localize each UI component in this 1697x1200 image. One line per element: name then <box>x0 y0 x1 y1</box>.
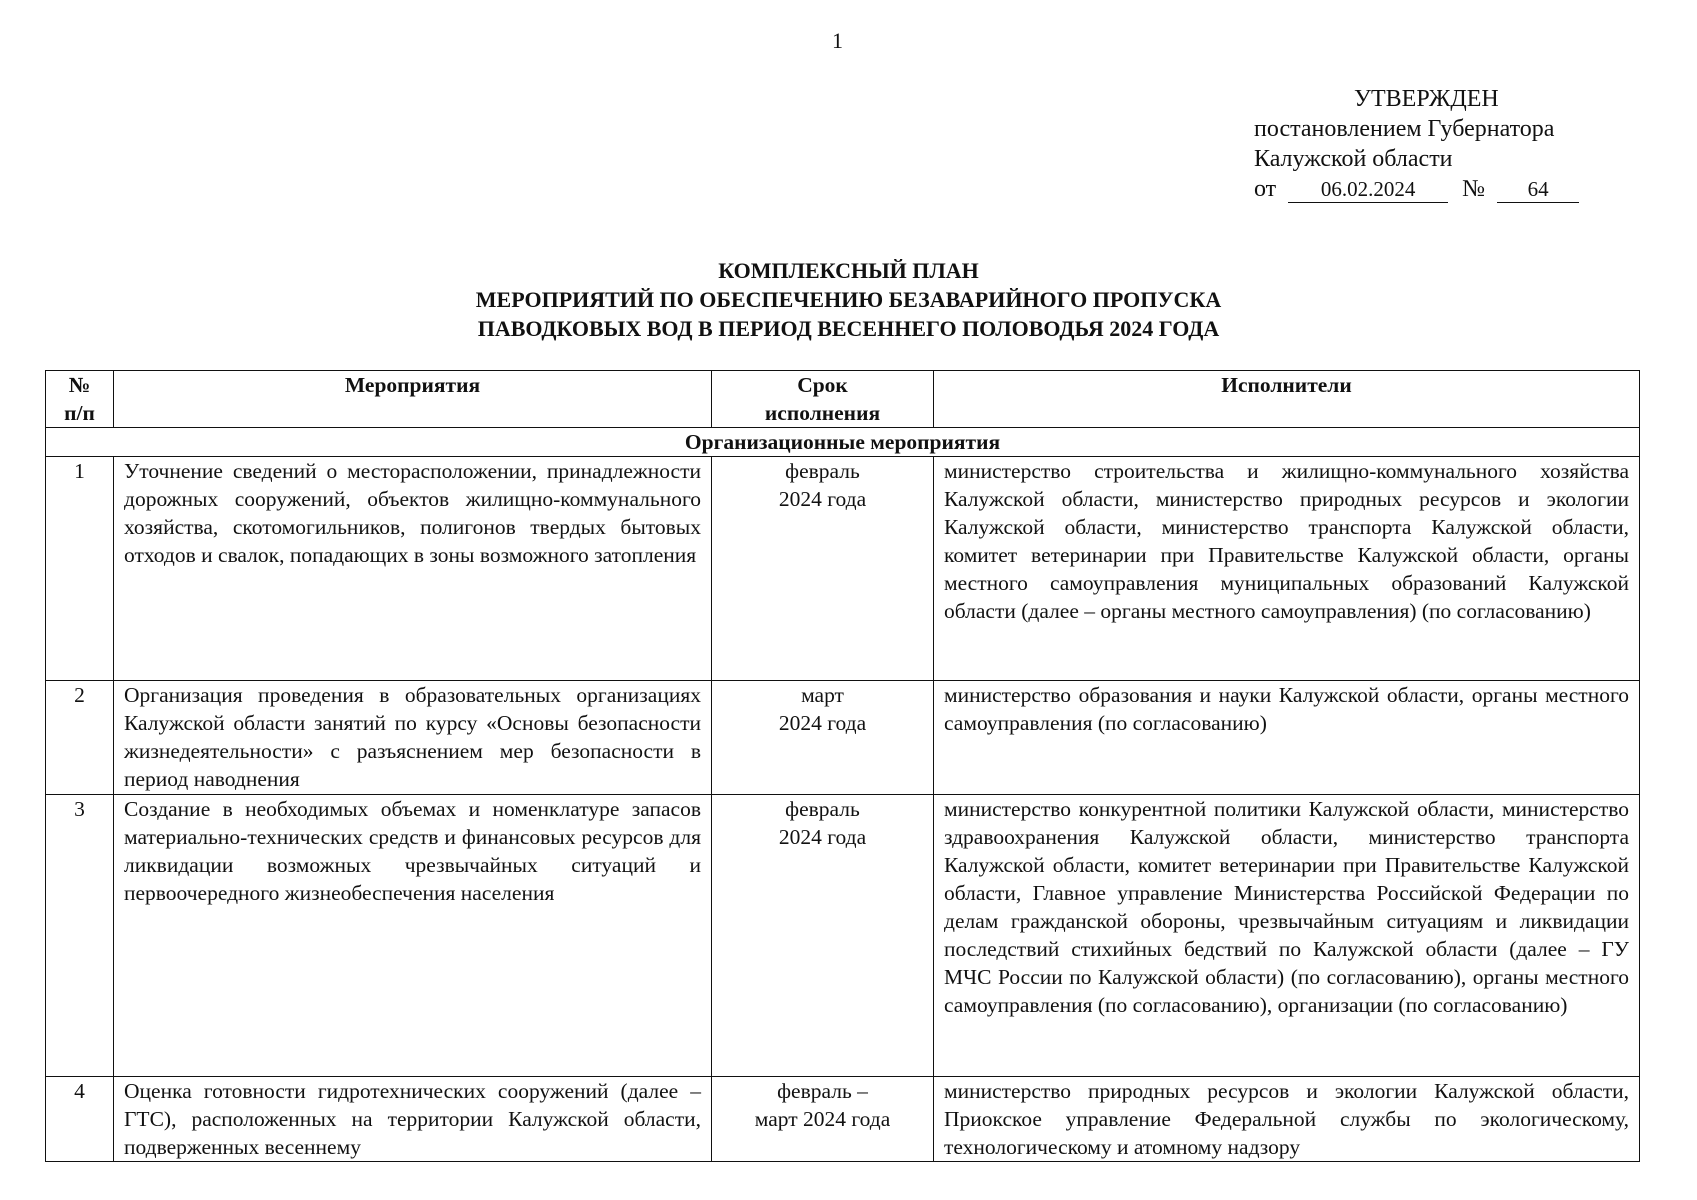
row-number: 4 <box>46 1077 114 1162</box>
approval-date-line <box>1254 174 1579 204</box>
header-term-line-1: Срок <box>797 373 848 397</box>
row-term <box>712 681 934 795</box>
table-row <box>46 457 1640 681</box>
row-term-line-2: 2024 года <box>778 711 867 735</box>
row-executors: министерство конкурентной политики Калужской области, министерство здравоохранения Калужской области, министерство транспорта Калужской области, комитет ветеринарии при Правительстве Калужской области, Главное управление Министерства Российской Федерации по делам гражданской обороны, чрезвычайным ситуациям и ликвидации последствий стихийных бедствий по Калужской области (далее – ГУ МЧС России по Калужской области) (по согласованию), органы местного самоуправления (по согласованию), организации (по согласованию) <box>934 795 1640 1077</box>
header-activities: Мероприятия <box>114 371 712 428</box>
approval-line-2: Калужской области <box>1254 146 1453 172</box>
row-number: 2 <box>46 681 114 795</box>
table-row <box>46 795 1640 1077</box>
row-executors: министерство природных ресурсов и экологии Калужской области, Приокское управление Федеральной службы по экологическому, технологическому и атомному надзору <box>934 1077 1640 1162</box>
row-term-line-1: февраль <box>785 459 860 483</box>
approval-status: УТВЕРЖДЕН <box>1354 86 1499 112</box>
row-term-line-2: 2024 года <box>778 825 867 849</box>
row-number: 1 <box>46 457 114 681</box>
table-row <box>46 681 1640 795</box>
title-line-1: КОМПЛЕКСНЫЙ ПЛАН <box>718 258 979 283</box>
page-number: 1 <box>832 28 843 53</box>
title-line-3: ПАВОДКОВЫХ ВОД В ПЕРИОД ВЕСЕННЕГО ПОЛОВОДЬЯ 2024 ГОДА <box>477 316 1220 341</box>
header-number-line-1: № <box>68 373 91 397</box>
table-row <box>46 1077 1640 1162</box>
approval-line-1: постановлением Губернатора <box>1254 116 1555 142</box>
header-term-line-2: исполнения <box>764 401 881 425</box>
document-title <box>0 256 1697 343</box>
row-executors: министерство строительства и жилищно-коммунального хозяйства Калужской области, министерство природных ресурсов и экологии Калужской области, министерство транспорта Калужской области, комитет ветеринарии при Правительстве Калужской области, органы местного самоуправления муниципальных образований Калужской области (далее – органы местного самоуправления) (по согласованию) <box>934 457 1640 681</box>
date-prefix: от <box>1254 176 1277 202</box>
row-activity: Уточнение сведений о месторасположении, принадлежности дорожных сооружений, объектов жилищно-коммунального хозяйства, скотомогильников, полигонов твердых бытовых отходов и свалок, попадающих в зоны возможного затопления <box>114 457 712 681</box>
row-term-line-2: март 2024 года <box>754 1107 891 1131</box>
table-header-row <box>46 371 1640 428</box>
row-term-line-1: февраль – <box>777 1079 868 1103</box>
row-activity: Создание в необходимых объемах и номенклатуре запасов материально-технических средств и финансовых ресурсов для ликвидации возможных чрезвычайных ситуаций и первоочередного жизнеобеспечения населения <box>114 795 712 1077</box>
header-number-line-2: п/п <box>64 401 95 425</box>
row-number: 3 <box>46 795 114 1077</box>
row-term-line-2: 2024 года <box>778 487 867 511</box>
row-term <box>712 795 934 1077</box>
approval-date: 06.02.2024 <box>1288 176 1448 203</box>
number-sign: № <box>1462 176 1486 202</box>
row-activity: Организация проведения в образовательных организациях Калужской области занятий по курсу «Основы безопасности жизнедеятельности» с разъяснением мер безопасности в период наводнения <box>114 681 712 795</box>
header-executors: Исполнители <box>934 371 1640 428</box>
title-line-2: МЕРОПРИЯТИЙ ПО ОБЕСПЕЧЕНИЮ БЕЗАВАРИЙНОГО ПРОПУСКА <box>475 287 1222 312</box>
plan-table <box>45 370 1640 1162</box>
header-term <box>712 371 934 428</box>
section-title: Организационные мероприятия <box>46 428 1640 457</box>
row-activity: Оценка готовности гидротехнических сооружений (далее – ГТС), расположенных на территории Калужской области, подверженных весеннему <box>114 1077 712 1162</box>
header-number <box>46 371 114 428</box>
row-term <box>712 1077 934 1162</box>
approval-stamp <box>1254 84 1579 204</box>
row-term-line-1: март <box>801 683 844 707</box>
row-executors: министерство образования и науки Калужской области, органы местного самоуправления (по согласованию) <box>934 681 1640 795</box>
row-term-line-1: февраль <box>785 797 860 821</box>
approval-number: 64 <box>1497 176 1579 203</box>
row-term <box>712 457 934 681</box>
section-row <box>46 428 1640 457</box>
